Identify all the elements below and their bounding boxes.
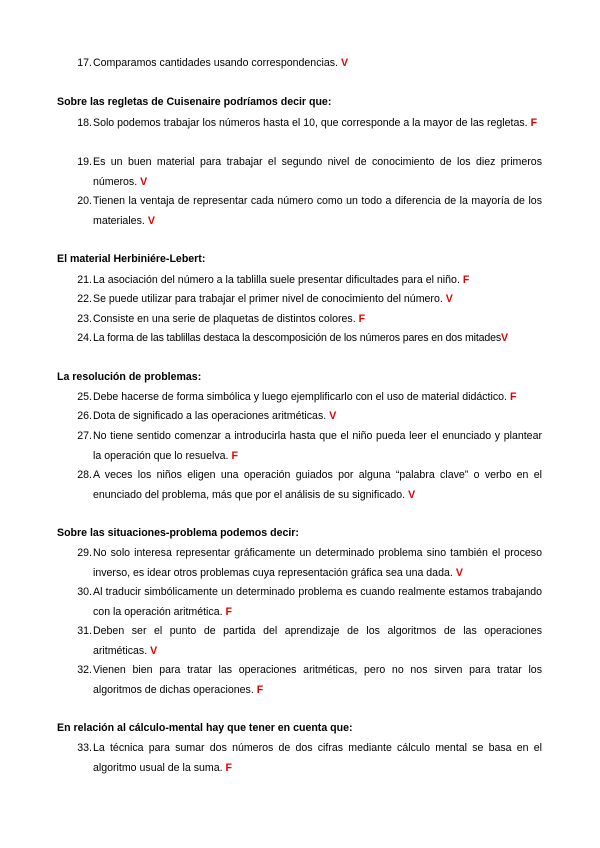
answer-mark: V [501, 332, 508, 344]
list-item [74, 114, 542, 134]
section-heading: El material Herbiniére-Lebert: [57, 253, 206, 265]
item-text: Deben ser el punto de partida del aprendizaje de los algoritmos de las operaciones aritméticas. [93, 625, 542, 657]
answer-mark: V [140, 175, 148, 188]
list-item [74, 661, 542, 700]
list-item [74, 153, 542, 192]
item-text: Dota de significado a las operaciones aritméticas. [93, 410, 327, 422]
answer-mark: F [358, 313, 366, 325]
item-text: La forma de las tablillas destaca la descomposición de los números pares en dos mitades [93, 332, 501, 344]
item-text: Comparamos cantidades usando correspondencias. [93, 57, 338, 69]
item-text: La técnica para sumar dos números de dos cifras mediante cálculo mental se basa en el algoritmo usual de la suma. [93, 742, 542, 774]
answer-mark: F [225, 761, 233, 774]
item-number: 24. [77, 332, 92, 344]
item-number: 26. [77, 410, 92, 422]
item-number: 21. [77, 274, 92, 286]
list-item [74, 388, 542, 408]
list-item [74, 290, 542, 310]
list-item [74, 54, 542, 74]
list-item [74, 583, 542, 622]
item-text: Es un buen material para trabajar el segundo nivel de conocimiento de los diez primeros números. [93, 156, 542, 188]
item-number: 22. [77, 293, 92, 305]
item-number: 29. [77, 547, 92, 559]
answer-mark: V [150, 644, 158, 657]
list-item [74, 271, 542, 291]
list-item [74, 427, 542, 466]
list-item [74, 544, 542, 583]
item-number: 18. [77, 117, 92, 129]
section-heading: Sobre las regletas de Cuisenaire podríamos decir que: [57, 96, 332, 108]
answer-mark: F [530, 117, 538, 129]
item-text: Se puede utilizar para trabajar el primer nivel de conocimiento del número. [93, 293, 443, 305]
section-heading: En relación al cálculo-mental hay que tener en cuenta que: [57, 722, 353, 734]
answer-mark: V [408, 488, 416, 501]
item-number: 28. [77, 469, 92, 481]
item-text: Debe hacerse de forma simbólica y luego ejemplificarlo con el uso de material didáctico. [93, 391, 507, 403]
item-text: Consiste en una serie de plaquetas de distintos colores. [93, 313, 356, 325]
item-number: 31. [77, 625, 92, 637]
list-item [74, 466, 542, 505]
section-heading: La resolución de problemas: [57, 371, 202, 383]
section-heading: Sobre las situaciones-problema podemos decir: [57, 527, 299, 539]
answer-mark: F [462, 274, 470, 286]
item-number: 17. [77, 57, 92, 69]
list-item [74, 622, 542, 661]
item-number: 23. [77, 313, 92, 325]
list-item [74, 739, 542, 778]
answer-mark: V [147, 214, 155, 227]
item-number: 30. [77, 586, 92, 598]
item-text: La asociación del número a la tablilla suele presentar dificultades para el niño. [93, 274, 460, 286]
answer-mark: V [455, 566, 463, 579]
list-item [74, 329, 542, 349]
item-text: Al traducir simbólicamente un determinado problema es cuando realmente estamos trabajando con la operación aritmética. [93, 586, 542, 618]
item-text: A veces los niños eligen una operación guiados por alguna “palabra clave” o verbo en el enunciado del problema, más que por el análisis de su significado. [93, 469, 542, 501]
answer-mark: F [256, 683, 264, 696]
item-text: No solo interesa representar gráficamente un determinado problema sino también el proceso inverso, es idear otros problemas cuya representación gráfica sea una dada. [93, 547, 542, 579]
item-number: 25. [77, 391, 92, 403]
item-number: 33. [77, 742, 92, 754]
item-text: No tiene sentido comenzar a introducirla hasta que el niño pueda leer el enunciado y plantear la operación que lo resuelva. [93, 430, 542, 462]
item-number: 19. [77, 156, 92, 168]
answer-mark: F [509, 391, 517, 403]
item-text: Vienen bien para tratar las operaciones aritméticas, pero no nos sirven para tratar los algoritmos de dichas operaciones. [93, 664, 542, 696]
answer-mark: V [340, 57, 349, 69]
list-item [74, 192, 542, 231]
list-item [74, 310, 542, 330]
answer-mark: F [231, 449, 238, 462]
item-text: Tienen la ventaja de representar cada número como un todo a diferencia de la mayoría de los materiales. [93, 195, 542, 227]
answer-mark: F [225, 605, 233, 618]
item-text: Solo podemos trabajar los números hasta el 10, que corresponde a la mayor de las regletas. [93, 117, 528, 129]
item-number: 20. [77, 195, 92, 207]
item-number: 27. [77, 430, 92, 442]
answer-mark: V [445, 293, 453, 305]
item-number: 32. [77, 664, 92, 676]
list-item [74, 407, 542, 427]
answer-mark: V [329, 410, 337, 422]
